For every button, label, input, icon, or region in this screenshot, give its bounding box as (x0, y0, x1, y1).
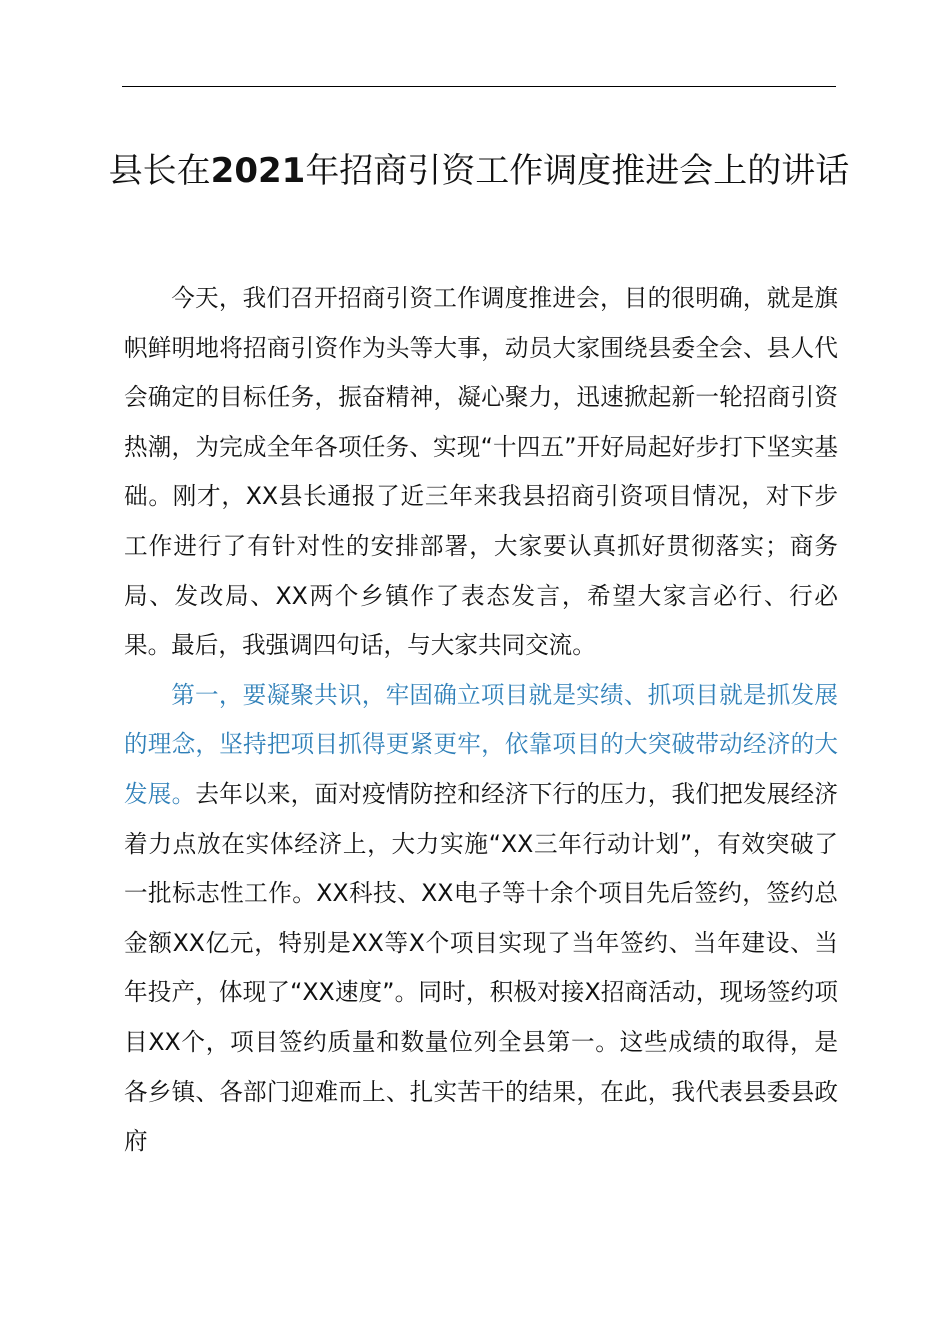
title-year: 2021 (210, 151, 306, 191)
paragraph-point-one (124, 671, 838, 1167)
paragraph-intro (124, 274, 838, 671)
title-suffix: 年招商引资工作调度推进会上的讲话 (305, 151, 850, 191)
paragraph-text: 去年以来，面对疫情防控和经济下行的压力，我们把发展经济着力点放在实体经济上，大力实施“XX三年行动计划”，有效突破了一批标志性工作。XX科技、XX电子等十余个项目先后签约，签约总金额XX亿元，特别是XX等X个项目实现了当年签约、当年建设、当年投产，体现了“XX速度”。同时，积极对接X招商活动，现场签约项目XX个，项目签约质量和数量位列全县第一。这些成绩的取得，是各乡镇、各部门迎难而上、扎实苦干的结果，在此，我代表县委县政府 (124, 779, 838, 1156)
document-body (124, 274, 838, 1167)
title-prefix: 县长在 (108, 151, 211, 191)
paragraph-text: 今天，我们召开招商引资工作调度推进会，目的很明确，就是旗帜鲜明地将招商引资作为头等大事，动员大家围绕县委全会、县人代会确定的目标任务，振奋精神，凝心聚力，迅速掀起新一轮招商引资热潮，为完成全年各项任务、实现“十四五”开好局起好步打下坚实基础。刚才，XX县长通报了近三年来我县招商引资项目情况，对下步工作进行了有针对性的安排部署，大家要认真抓好贯彻落实；商务局、发改局、XX两个乡镇作了表态发言，希望大家言必行、行必果。最后，我强调四句话，与大家共同交流。 (124, 284, 838, 660)
point-one-heading: 第一，要凝聚共识，牢固确立项目就是实绩、抓项目就是抓发展的理念，坚持把项目抓得更紧更牢，依靠项目的大突破带动经济的大发展。 (124, 680, 838, 808)
document-title (100, 146, 858, 196)
header-rule (122, 86, 836, 87)
